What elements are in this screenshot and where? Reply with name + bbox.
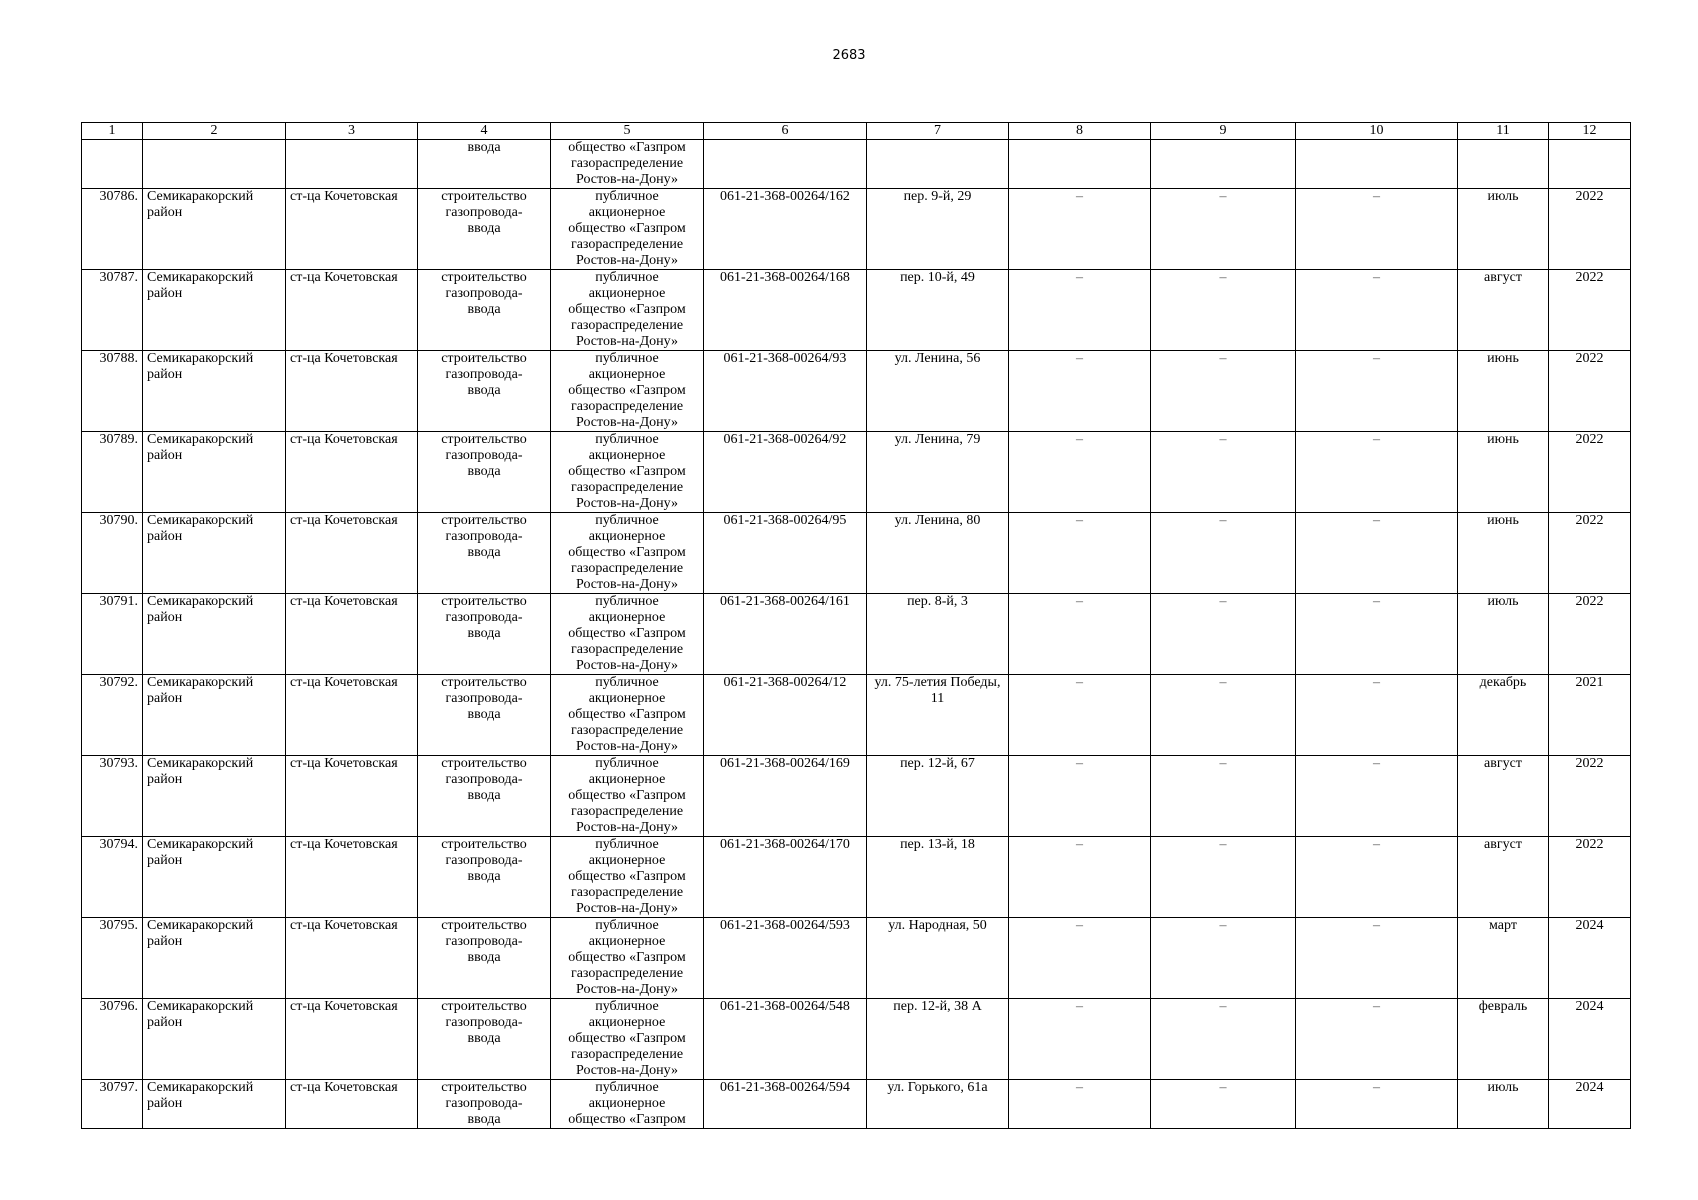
column-header: 5 [551,123,704,140]
organization-cell: публичное акционерное общество «Газпром газораспределение Ростов-на-Дону» [551,513,704,594]
object-code-cell: 061-21-368-00264/12 [704,675,867,756]
column-8-cell: – [1009,918,1151,999]
object-code-cell: 061-21-368-00264/168 [704,270,867,351]
column-10-cell: – [1296,189,1458,270]
table-row [82,675,1631,756]
column-9-cell: – [1151,513,1296,594]
month-cell: июль [1458,189,1549,270]
column-10-cell: – [1296,270,1458,351]
record-number-cell: 30788. [82,351,143,432]
object-code-cell: 061-21-368-00264/594 [704,1080,867,1129]
page-number: 2683 [832,48,866,63]
table-row [82,189,1631,270]
settlement-cell: ст-ца Кочетовская [286,999,418,1080]
column-9-cell: – [1151,1080,1296,1129]
column-8-cell: – [1009,756,1151,837]
month-cell: февраль [1458,999,1549,1080]
table-row [82,513,1631,594]
object-code-cell: 061-21-368-00264/548 [704,999,867,1080]
record-number-cell: 30797. [82,1080,143,1129]
column-header: 2 [143,123,286,140]
table-row [82,999,1631,1080]
table-row [82,756,1631,837]
column-10-cell: – [1296,999,1458,1080]
column-8-cell: – [1009,270,1151,351]
column-header: 6 [704,123,867,140]
column-header: 12 [1549,123,1631,140]
settlement-cell: ст-ца Кочетовская [286,756,418,837]
district-cell: Семикаракорский район [143,918,286,999]
column-9-cell: – [1151,189,1296,270]
district-cell: Семикаракорский район [143,1080,286,1129]
organization-cell: публичное акционерное общество «Газпром газораспределение Ростов-на-Дону» [551,675,704,756]
work-type-cell: строительство газопровода- ввода [418,594,551,675]
district-cell: Семикаракорский район [143,189,286,270]
month-cell: июнь [1458,432,1549,513]
year-cell: 2022 [1549,756,1631,837]
table-row [82,837,1631,918]
object-code-cell: 061-21-368-00264/170 [704,837,867,918]
work-type-cell: строительство газопровода- ввода [418,513,551,594]
address-cell: ул. Ленина, 56 [867,351,1009,432]
organization-cell: публичное акционерное общество «Газпром газораспределение Ростов-на-Дону» [551,756,704,837]
object-code-cell: 061-21-368-00264/93 [704,351,867,432]
year-cell: 2022 [1549,513,1631,594]
settlement-cell: ст-ца Кочетовская [286,351,418,432]
year-cell: 2022 [1549,270,1631,351]
month-cell: декабрь [1458,675,1549,756]
column-10-cell: – [1296,351,1458,432]
record-number-cell: 30794. [82,837,143,918]
column-8-cell: – [1009,675,1151,756]
column-8-cell: – [1009,432,1151,513]
column-9-cell: – [1151,351,1296,432]
month-cell: март [1458,918,1549,999]
organization-cell: публичное акционерное общество «Газпром газораспределение Ростов-на-Дону» [551,351,704,432]
organization-cell: публичное акционерное общество «Газпром газораспределение Ростов-на-Дону» [551,999,704,1080]
work-type-cell: строительство газопровода- ввода [418,351,551,432]
address-cell: пер. 9-й, 29 [867,189,1009,270]
column-10-cell: – [1296,513,1458,594]
table-row [82,918,1631,999]
organization-cell: публичное акционерное общество «Газпром газораспределение Ростов-на-Дону» [551,432,704,513]
record-number-cell: 30795. [82,918,143,999]
column-9-cell: – [1151,675,1296,756]
object-code-cell: 061-21-368-00264/169 [704,756,867,837]
column-number-row [82,123,1631,140]
column-9-cell: – [1151,270,1296,351]
column-10-cell: – [1296,432,1458,513]
settlement-cell: ст-ца Кочетовская [286,918,418,999]
year-cell: 2022 [1549,432,1631,513]
settlement-cell: ст-ца Кочетовская [286,675,418,756]
column-8-cell: – [1009,594,1151,675]
settlement-cell: ст-ца Кочетовская [286,189,418,270]
organization-cell: общество «Газпром газораспределение Ростов-на-Дону» [551,140,704,189]
work-type-cell: строительство газопровода- ввода [418,756,551,837]
object-code-cell: 061-21-368-00264/92 [704,432,867,513]
table-row [82,432,1631,513]
table-row [82,594,1631,675]
column-9-cell: – [1151,432,1296,513]
work-type-cell: строительство газопровода- ввода [418,999,551,1080]
month-cell: август [1458,270,1549,351]
district-cell: Семикаракорский район [143,513,286,594]
year-cell: 2024 [1549,1080,1631,1129]
organization-cell: публичное акционерное общество «Газпром газораспределение Ростов-на-Дону» [551,837,704,918]
record-number-cell: 30790. [82,513,143,594]
year-cell: 2024 [1549,999,1631,1080]
work-type-cell: строительство газопровода- ввода [418,270,551,351]
column-10-cell: – [1296,594,1458,675]
year-cell: 2021 [1549,675,1631,756]
organization-cell: публичное акционерное общество «Газпром газораспределение Ростов-на-Дону» [551,270,704,351]
column-9-cell: – [1151,918,1296,999]
district-cell: Семикаракорский район [143,432,286,513]
column-9-cell: – [1151,594,1296,675]
address-cell: ул. Горького, 61а [867,1080,1009,1129]
column-8-cell: – [1009,513,1151,594]
month-cell: август [1458,756,1549,837]
organization-cell: публичное акционерное общество «Газпром газораспределение Ростов-на-Дону» [551,189,704,270]
organization-cell: публичное акционерное общество «Газпром газораспределение Ростов-на-Дону» [551,594,704,675]
column-10-cell: – [1296,918,1458,999]
month-cell: июль [1458,594,1549,675]
column-8-cell: – [1009,999,1151,1080]
settlement-cell: ст-ца Кочетовская [286,1080,418,1129]
object-code-cell: 061-21-368-00264/95 [704,513,867,594]
organization-cell: публичное акционерное общество «Газпром [551,1080,704,1129]
column-10-cell: – [1296,675,1458,756]
district-cell: Семикаракорский район [143,999,286,1080]
table-row [82,270,1631,351]
work-type-cell: строительство газопровода- ввода [418,432,551,513]
month-cell: июнь [1458,351,1549,432]
work-type-cell: строительство газопровода- ввода [418,918,551,999]
year-cell: 2022 [1549,837,1631,918]
record-number-cell: 30787. [82,270,143,351]
object-code-cell: 061-21-368-00264/593 [704,918,867,999]
month-cell: август [1458,837,1549,918]
column-9-cell: – [1151,756,1296,837]
record-number-cell: 30786. [82,189,143,270]
column-10-cell: – [1296,756,1458,837]
registry-table [81,122,1631,1129]
column-10-cell: – [1296,837,1458,918]
column-header: 1 [82,123,143,140]
address-cell: ул. 75-летия Победы, 11 [867,675,1009,756]
district-cell: Семикаракорский район [143,270,286,351]
column-9-cell: – [1151,837,1296,918]
object-code-cell: 061-21-368-00264/161 [704,594,867,675]
record-number-cell: 30791. [82,594,143,675]
district-cell: Семикаракорский район [143,594,286,675]
work-type-cell: строительство газопровода- ввода [418,837,551,918]
settlement-cell: ст-ца Кочетовская [286,594,418,675]
address-cell: ул. Народная, 50 [867,918,1009,999]
district-cell: Семикаракорский район [143,675,286,756]
year-cell: 2022 [1549,189,1631,270]
year-cell: 2022 [1549,594,1631,675]
organization-cell: публичное акционерное общество «Газпром газораспределение Ростов-на-Дону» [551,918,704,999]
column-header: 7 [867,123,1009,140]
record-number-cell: 30796. [82,999,143,1080]
address-cell: пер. 13-й, 18 [867,837,1009,918]
address-cell: пер. 12-й, 67 [867,756,1009,837]
column-header: 3 [286,123,418,140]
column-header: 11 [1458,123,1549,140]
record-number-cell: 30789. [82,432,143,513]
district-cell: Семикаракорский район [143,351,286,432]
column-9-cell: – [1151,999,1296,1080]
settlement-cell: ст-ца Кочетовская [286,837,418,918]
year-cell: 2024 [1549,918,1631,999]
work-type-cell: строительство газопровода- ввода [418,675,551,756]
column-header: 10 [1296,123,1458,140]
address-cell: пер. 12-й, 38 А [867,999,1009,1080]
column-header: 4 [418,123,551,140]
month-cell: июнь [1458,513,1549,594]
settlement-cell: ст-ца Кочетовская [286,432,418,513]
column-8-cell: – [1009,189,1151,270]
settlement-cell: ст-ца Кочетовская [286,270,418,351]
column-10-cell: – [1296,1080,1458,1129]
address-cell: пер. 8-й, 3 [867,594,1009,675]
year-cell: 2022 [1549,351,1631,432]
column-8-cell: – [1009,351,1151,432]
district-cell: Семикаракорский район [143,756,286,837]
record-number-cell: 30792. [82,675,143,756]
work-type-cell: строительство газопровода- ввода [418,1080,551,1129]
work-type-cell: строительство газопровода- ввода [418,189,551,270]
table-row [82,1080,1631,1129]
address-cell: ул. Ленина, 79 [867,432,1009,513]
district-cell: Семикаракорский район [143,837,286,918]
table-row [82,351,1631,432]
settlement-cell: ст-ца Кочетовская [286,513,418,594]
column-8-cell: – [1009,1080,1151,1129]
record-number-cell: 30793. [82,756,143,837]
column-header: 9 [1151,123,1296,140]
continuation-row [82,140,1631,189]
object-code-cell: 061-21-368-00264/162 [704,189,867,270]
month-cell: июль [1458,1080,1549,1129]
column-8-cell: – [1009,837,1151,918]
address-cell: пер. 10-й, 49 [867,270,1009,351]
work-type-cell: ввода [418,140,551,189]
column-header: 8 [1009,123,1151,140]
address-cell: ул. Ленина, 80 [867,513,1009,594]
